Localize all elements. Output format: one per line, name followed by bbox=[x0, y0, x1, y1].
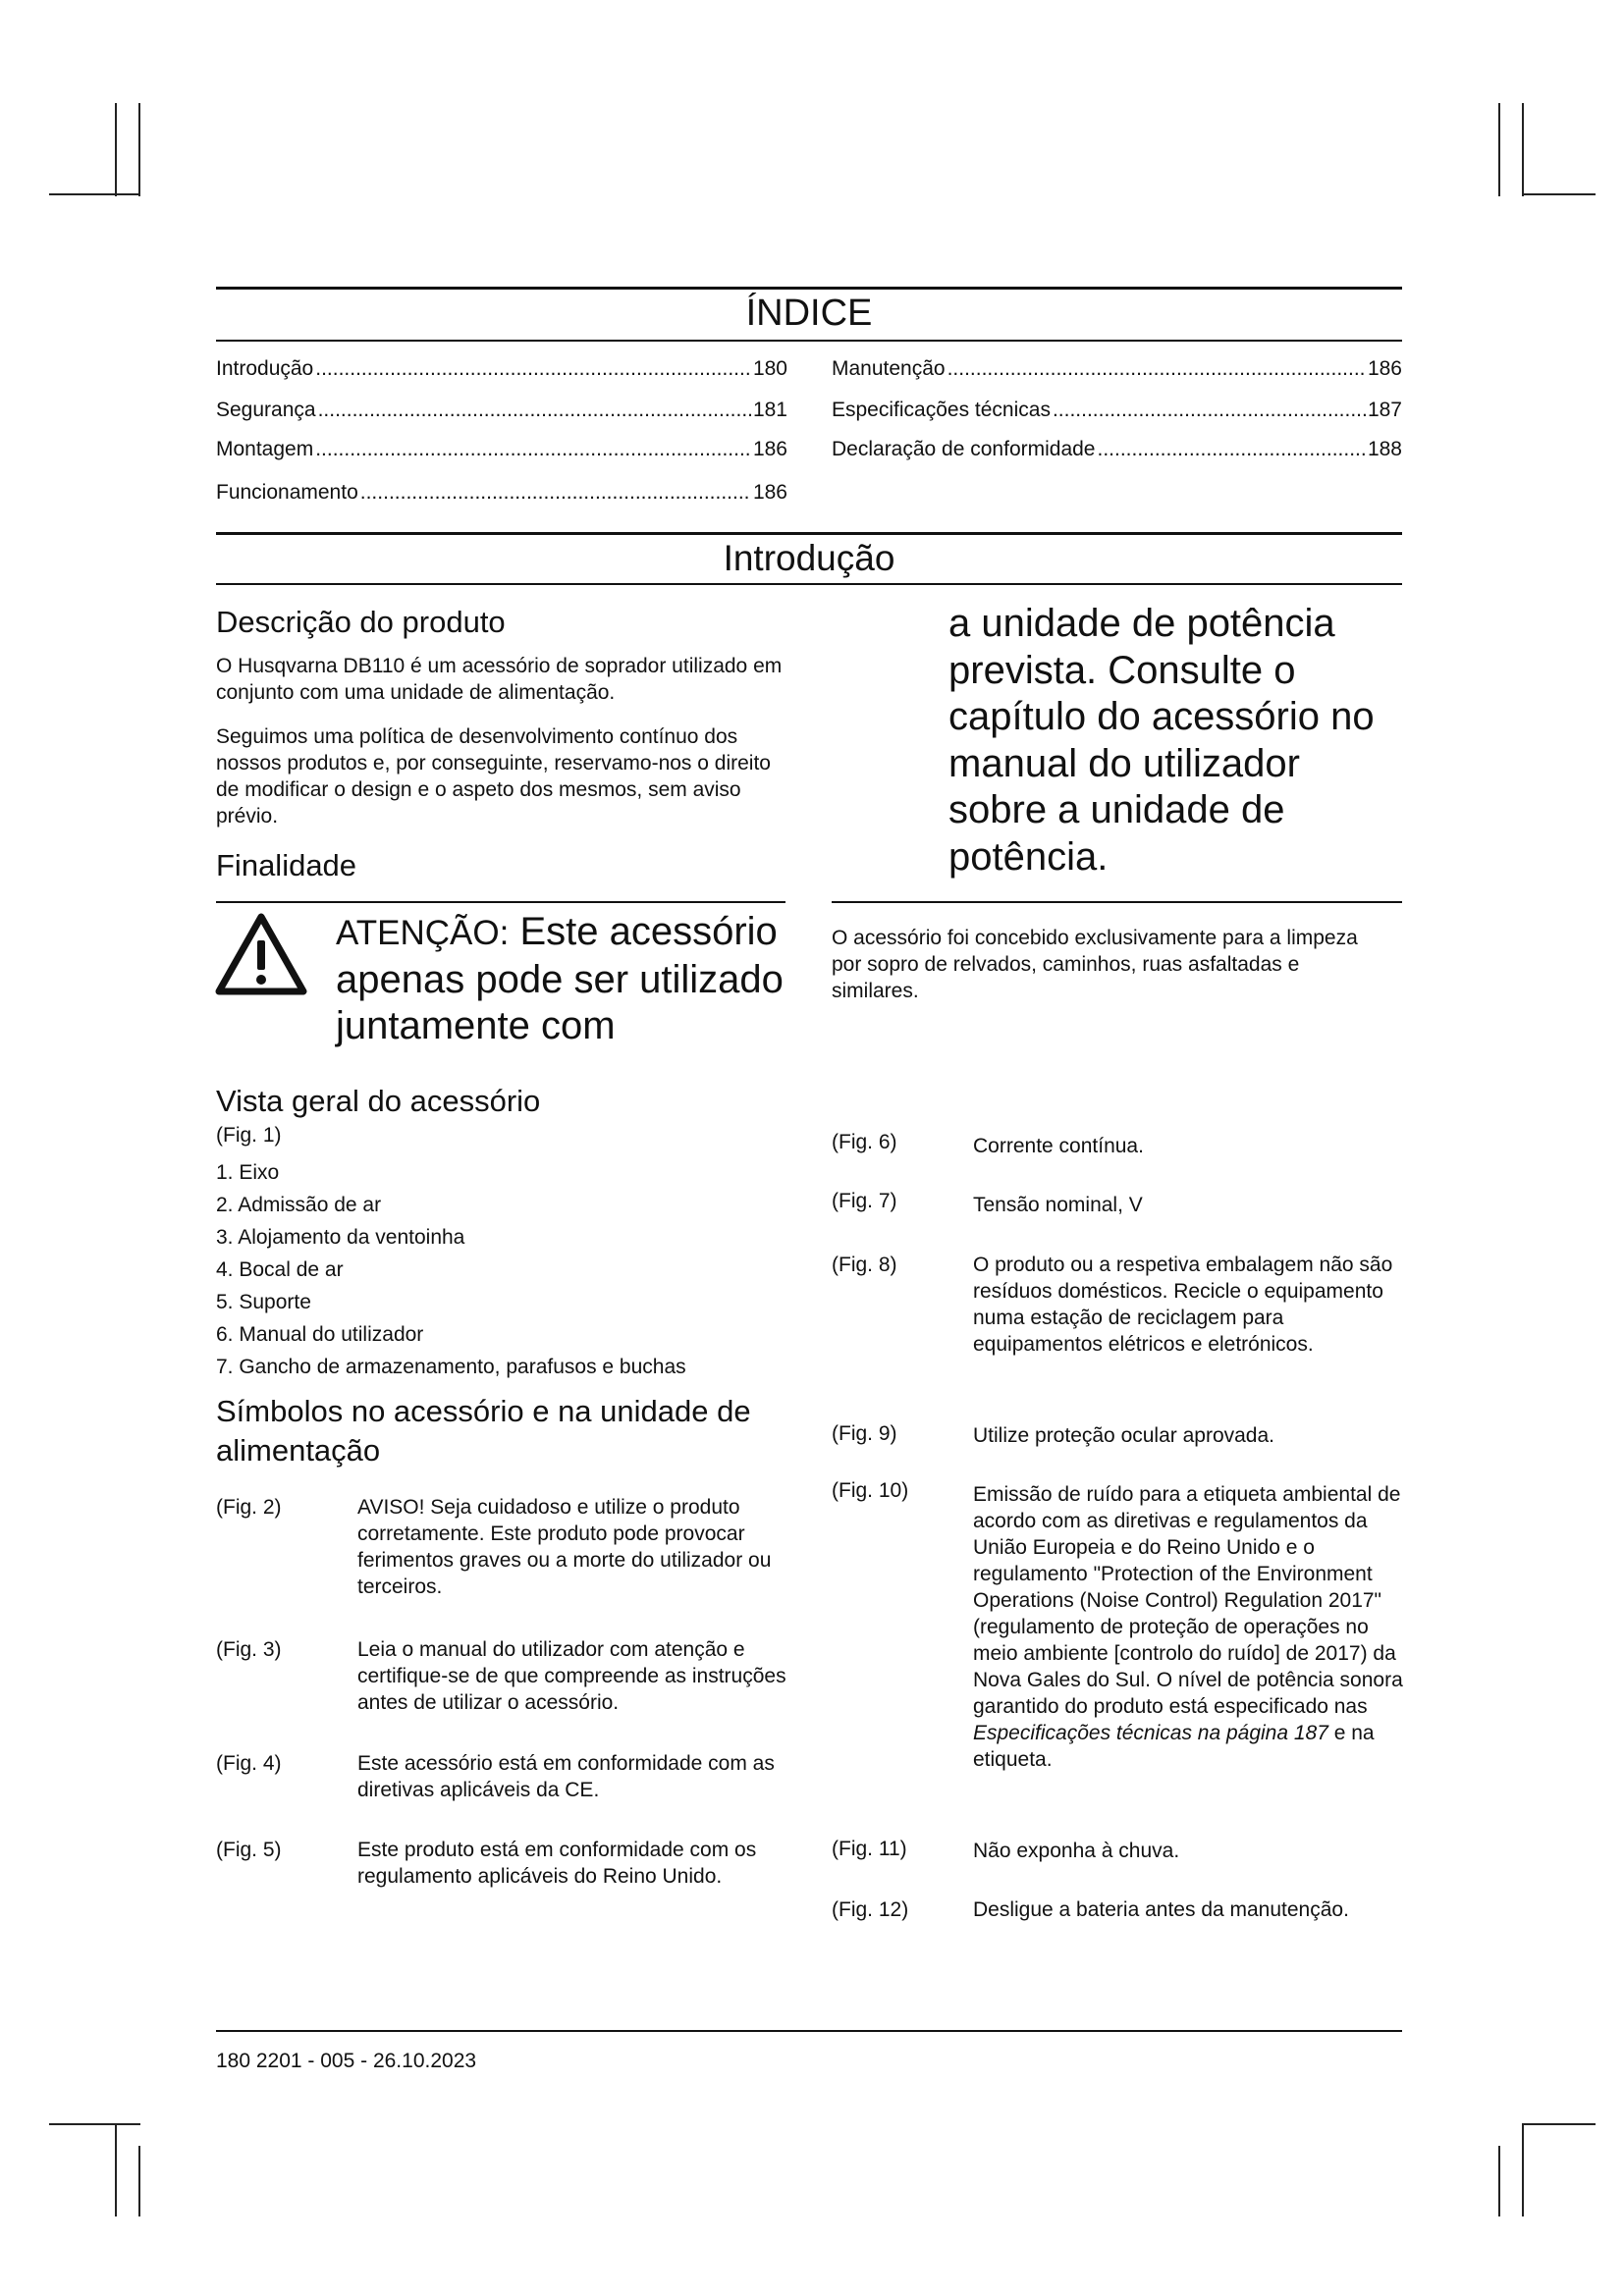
symbol-description: Este acessório está em conformidade com as diretivas aplicáveis da CE. bbox=[357, 1752, 775, 1801]
list-item: 7. Gancho de armazenamento, parafusos e buchas bbox=[216, 1356, 686, 1378]
warning-label: ATENÇÃO: bbox=[336, 914, 510, 952]
symbol-description: O produto ou a respetiva embalagem não são resíduos domésticos. Recicle o equipamento numa estação de reciclagem para equipamentos elétricos e eletrónicos. bbox=[973, 1254, 1393, 1356]
crop-mark bbox=[1522, 2123, 1524, 2216]
crop-mark bbox=[1522, 193, 1596, 195]
fig-ref: (Fig. 5) bbox=[216, 1839, 282, 1861]
crop-mark bbox=[115, 103, 117, 196]
intro-top-rule bbox=[216, 532, 1402, 535]
purpose-text: O acessório foi concebido exclusivamente para a limpeza por sopro de relvados, caminhos, ruas asfaltadas e similares. bbox=[832, 927, 1358, 1002]
crop-mark bbox=[1522, 2123, 1596, 2125]
specs-page-link[interactable]: Especificações técnicas na página 187 bbox=[973, 1722, 1328, 1744]
warning-text: Este acessório apenas pode ser utilizado juntamente com bbox=[336, 910, 784, 1047]
symbol-description: Tensão nominal, V bbox=[973, 1194, 1143, 1216]
overview-heading: Vista geral do acessório bbox=[216, 1084, 541, 1118]
symbol-description: Desligue a bateria antes da manutenção. bbox=[973, 1898, 1349, 1921]
toc-entry-especificacoes[interactable]: Especificações técnicas ..... 187 bbox=[832, 399, 1402, 422]
toc-entry-declaracao[interactable]: Declaração de conformidade ..... 188 bbox=[832, 438, 1402, 461]
symbol-description: AVISO! Seja cuidadoso e utilize o produto corretamente. Este produto pode provocar ferimentos graves ou a morte do utilizador ou terceiros. bbox=[357, 1496, 772, 1598]
fig-ref: (Fig. 3) bbox=[216, 1638, 282, 1661]
toc-entry-montagem[interactable]: Montagem ..... 186 bbox=[216, 438, 787, 461]
symbol-description: Utilize proteção ocular aprovada. bbox=[973, 1424, 1275, 1447]
toc-entry-manutencao[interactable]: Manutenção ..... 186 bbox=[832, 357, 1402, 381]
list-item: 3. Alojamento da ventoinha bbox=[216, 1226, 465, 1249]
list-item: 1. Eixo bbox=[216, 1161, 280, 1184]
list-item: 4. Bocal de ar bbox=[216, 1258, 344, 1281]
purpose-right-rule bbox=[832, 901, 1402, 903]
crop-mark bbox=[138, 2146, 140, 2216]
warning-text-left bbox=[336, 909, 797, 1050]
crop-mark bbox=[1498, 2146, 1500, 2216]
toc-title: ÍNDICE bbox=[745, 293, 873, 334]
toc-entry-introducao[interactable]: Introdução ..... 180 bbox=[216, 357, 787, 381]
noise-text: Emissão de ruído para a etiqueta ambiental de acordo com as diretivas e regulamentos da União Europeia e do Reino Unido e o regulamento "Protection of the Environment Operations (Noise Control) Regulation 2017" (regulamento de proteção de operações no meio ambiente [controlo do ruído] de 2017) da Nova Gales do Sul. O nível de potência sonora garantido do produto está especificado nas bbox=[973, 1483, 1403, 1718]
fig-ref: (Fig. 6) bbox=[832, 1131, 897, 1153]
noise-text-end: e na etiqueta. bbox=[973, 1722, 1375, 1771]
crop-mark bbox=[138, 103, 140, 196]
intro-title: Introdução bbox=[723, 538, 895, 578]
product-description-p2: Seguimos uma política de desenvolvimento contínuo dos nossos produtos e, por conseguinte, reservamo-nos o direito de modificar o design e o aspeto dos mesmos, sem aviso prévio. bbox=[216, 725, 771, 828]
crop-mark bbox=[49, 2123, 140, 2125]
toc-title-rule bbox=[216, 340, 1402, 342]
symbols-heading: Símbolos no acessório e na unidade de alimentação bbox=[216, 1394, 751, 1468]
footer-page-info: 180 2201 - 005 - 26.10.2023 bbox=[216, 2050, 477, 2072]
crop-mark bbox=[49, 193, 140, 195]
symbol-description: Este produto está em conformidade com os regulamento aplicáveis do Reino Unido. bbox=[357, 1839, 757, 1888]
product-description-heading: Descrição do produto bbox=[216, 605, 506, 639]
warning-icon bbox=[214, 911, 308, 997]
product-description-p1: O Husqvarna DB110 é um acessório de soprador utilizado em conjunto com uma unidade de alimentação. bbox=[216, 655, 783, 704]
symbol-description: Não exponha à chuva. bbox=[973, 1840, 1180, 1862]
crop-mark bbox=[1522, 103, 1524, 196]
toc-entry-seguranca[interactable]: Segurança ..... 181 bbox=[216, 399, 787, 422]
symbol-description: Corrente contínua. bbox=[973, 1135, 1144, 1157]
fig-ref: (Fig. 7) bbox=[832, 1190, 897, 1212]
overview-parts-list bbox=[216, 1156, 795, 1383]
fig-ref: (Fig. 2) bbox=[216, 1496, 282, 1519]
list-item: 2. Admissão de ar bbox=[216, 1194, 382, 1216]
fig-ref: (Fig. 4) bbox=[216, 1752, 282, 1775]
purpose-heading: Finalidade bbox=[216, 848, 357, 882]
list-item: 5. Suporte bbox=[216, 1291, 311, 1313]
toc-entry-funcionamento[interactable]: Funcionamento ..... 186 bbox=[216, 481, 787, 505]
warning-text-continued: a unidade de potência prevista. Consulte o capítulo do acessório no manual do utilizador sobre a unidade de potência. bbox=[948, 602, 1375, 879]
fig-ref: (Fig. 11) bbox=[832, 1838, 907, 1860]
crop-mark bbox=[1498, 103, 1500, 196]
fig-ref: (Fig. 10) bbox=[832, 1479, 909, 1502]
symbol-description: Leia o manual do utilizador com atenção e certifique-se de que compreende as instruções antes de utilizar o acessório. bbox=[357, 1638, 786, 1714]
toc-top-rule bbox=[216, 287, 1402, 290]
fig-ref: (Fig. 9) bbox=[832, 1422, 897, 1445]
crop-mark bbox=[115, 2123, 117, 2216]
overview-fig-ref: (Fig. 1) bbox=[216, 1124, 282, 1147]
fig-ref: (Fig. 8) bbox=[832, 1254, 897, 1276]
footer-rule bbox=[216, 2030, 1402, 2032]
intro-title-rule bbox=[216, 583, 1402, 585]
list-item: 6. Manual do utilizador bbox=[216, 1323, 424, 1346]
symbol-description bbox=[973, 1481, 1405, 1773]
purpose-rule bbox=[216, 901, 785, 903]
fig-ref: (Fig. 12) bbox=[832, 1898, 909, 1921]
